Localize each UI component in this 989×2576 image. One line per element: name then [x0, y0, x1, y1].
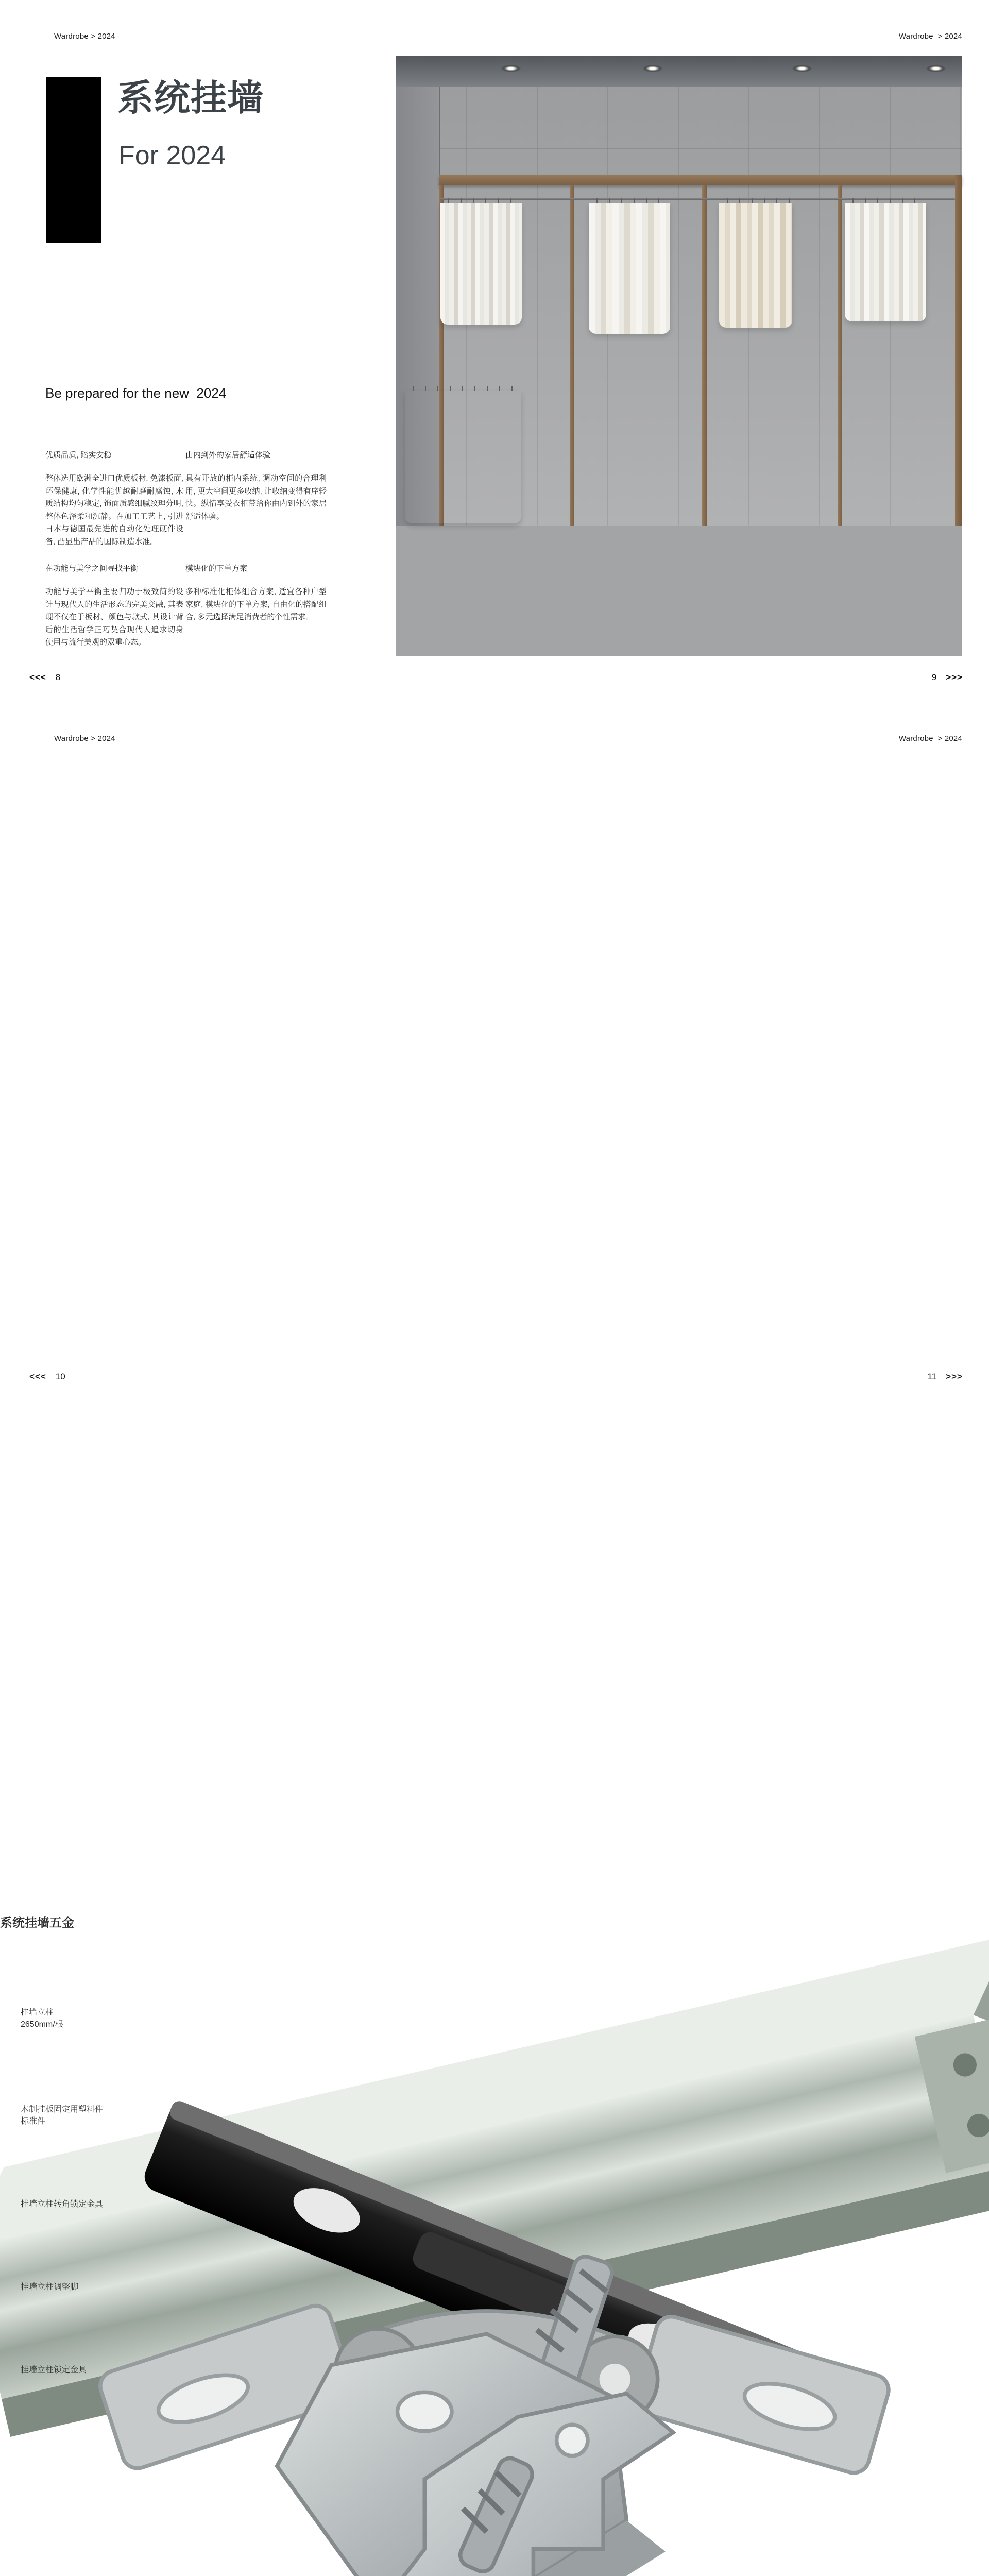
wood-panel	[0, 0, 84, 313]
product-card	[21, 2038, 968, 2126]
page-title: 系统挂墙	[117, 78, 264, 118]
hanging-clothes	[719, 203, 792, 328]
section-subheading: 模块化的下单方案	[185, 564, 248, 573]
product-card	[21, 2217, 968, 2292]
chrome-hinge-post	[0, 1401, 11, 1656]
back-arrows-icon: <<<	[29, 672, 46, 682]
product-name-label: 挂墙立柱调整脚	[21, 2282, 79, 2292]
section-subheading: 优质品质, 踏实安稳	[45, 451, 112, 460]
recessed-light	[926, 65, 946, 72]
breadcrumb: Wardrobe > 2024	[54, 734, 115, 743]
wardrobe-photo	[396, 56, 962, 656]
product-name-label: 挂墙立柱转角锁定金具	[21, 2199, 104, 2209]
text-section	[185, 563, 327, 624]
page-number-right	[927, 672, 967, 683]
breadcrumb: Wardrobe > 2024	[898, 734, 962, 743]
product-name-label: 挂墙立柱锁定金具	[21, 2365, 87, 2375]
section-body: 整体选用欧洲全进口优质板材, 免漆板面, 环保健康, 化学性能优越耐磨耐腐蚀, 木质结构均匀稳定, 饰面质感细腻纹理分明, 整体色泽柔和沉静。在加工工艺上, 引进日本与德国最先进的自动化处理硬件设备, 凸显出产品的国际制造水准。	[45, 474, 183, 546]
recessed-light	[643, 65, 662, 72]
wood-panel	[0, 1656, 72, 1902]
product-card	[21, 2134, 968, 2209]
forward-arrows-icon: >>>	[946, 672, 963, 682]
section-subheading: 由内到外的家居舒适体验	[185, 451, 271, 460]
lock-fitting-photo	[21, 2300, 968, 2363]
breadcrumb: Wardrobe > 2024	[898, 32, 962, 41]
page-number: 8	[55, 672, 61, 682]
section-body: 具有开放的柜内系统, 调动空间的合理利用, 更大空间更多收纳, 让收纳变得有序轻快。纵情享受衣柜带给你由内到外的家居舒适体验。	[185, 474, 327, 521]
page-number: 10	[55, 1371, 65, 1381]
section-body: 多种标准化柜体组合方案, 适宜各种户型家庭, 模块化的下单方案, 自由化的搭配组合, 多元选择满足消费者的个性需求。	[185, 587, 327, 621]
hanging-clothes	[845, 203, 926, 321]
corner-lock-fitting-photo	[21, 2134, 968, 2197]
text-section	[45, 449, 183, 548]
breadcrumb: Wardrobe > 2024	[54, 32, 115, 41]
section-body: 功能与美学平衡主要归功于极致简约设计与现代人的生活形态的完美交融, 其表现不仅在于板材、颜色与款式, 其设计背后的生活哲学正巧契合现代人追求切身使用与流行美观的双重心态。	[45, 587, 183, 647]
hardware-section-title: 系统挂墙五金	[0, 1916, 74, 1930]
hinge-strip	[0, 873, 6, 1140]
section-subheading: 在功能与美学之间寻找平衡	[45, 564, 139, 573]
product-name-label: 挂墙立柱	[21, 2008, 54, 2017]
hinge-strip	[0, 312, 6, 583]
page-number-right	[923, 1371, 967, 1382]
text-section	[45, 563, 183, 649]
section-heading: Be prepared for the new 2024	[45, 385, 227, 401]
product-card	[21, 1941, 968, 2029]
product-name-label: 木制挂板固定用塑料件	[21, 2105, 104, 2114]
black-rail-photo	[21, 2038, 968, 2103]
page-number-left	[25, 1371, 70, 1382]
ceiling	[396, 56, 962, 87]
page-number-left	[25, 672, 65, 683]
product-spec-label: 标准件	[21, 2116, 46, 2126]
leveling-foot-photo	[21, 2217, 968, 2280]
hanging-clothes	[589, 203, 670, 334]
hanging-clothes	[440, 203, 522, 325]
recessed-light	[792, 65, 812, 72]
hanging-clothes	[405, 391, 521, 523]
product-card	[21, 2300, 968, 2375]
back-arrows-icon: <<<	[29, 1371, 46, 1381]
aluminum-profile-photo	[21, 1941, 968, 2006]
recessed-light	[501, 65, 521, 72]
page-number: 9	[931, 672, 937, 682]
wood-panel	[0, 1140, 82, 1401]
text-section	[185, 449, 327, 523]
page-number: 11	[927, 1371, 937, 1381]
page-subtitle: For 2024	[118, 141, 226, 171]
product-spec-label: 2650mm/根	[21, 2020, 63, 2029]
forward-arrows-icon: >>>	[946, 1371, 963, 1381]
wood-beam	[439, 175, 962, 185]
